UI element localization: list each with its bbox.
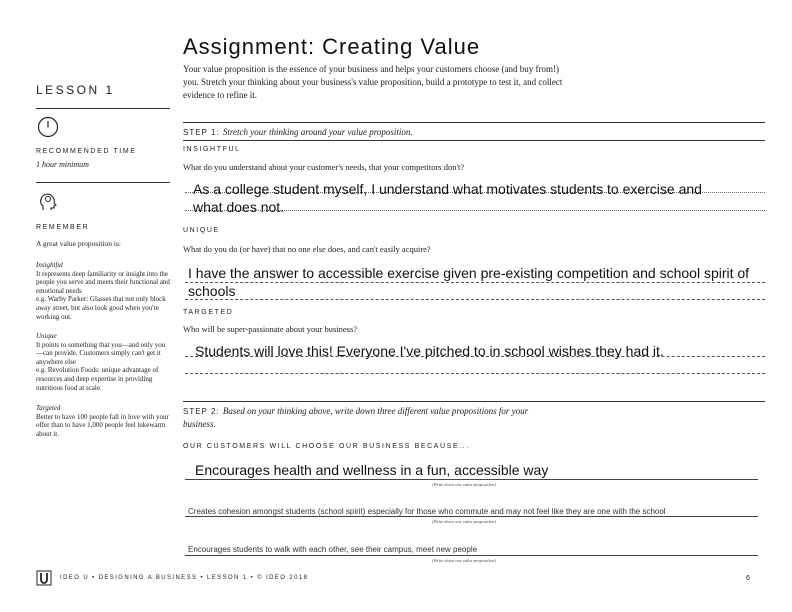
targeted-answer[interactable]: Students will love this! Everyone I've pitched to in school wishes they had it. <box>195 343 664 359</box>
head-lightbulb-icon <box>37 190 59 212</box>
step2-heading <box>183 405 553 431</box>
remember-intro: A great value proposition is: <box>36 239 121 248</box>
proposition-note: (Write down one value proposition) <box>432 482 496 487</box>
remember-item-body: It represents deep familiarity or insight into the people you serve and meets their functional and emotional needs e.g. Warby Parker: Glasses that not only block away street, but also look good when you're working out. <box>36 269 170 321</box>
proposition-note: (Write down one value proposition) <box>432 519 496 524</box>
value-proposition[interactable]: Creates cohesion amongst students (school spirit) especially for those who commute and may not feel like they are one with the school <box>188 507 666 516</box>
step2-prompt: OUR CUSTOMERS WILL CHOOSE OUR BUSINESS BECAUSE... <box>183 443 470 450</box>
value-proposition[interactable]: Encourages students to walk with each other, see their campus, meet new people <box>188 545 478 554</box>
remember-item <box>36 332 171 392</box>
answer-line <box>185 555 758 556</box>
recommended-time-value: 1 hour minimum <box>36 160 89 169</box>
value-proposition[interactable]: Encourages health and wellness in a fun, accessible way <box>195 462 549 478</box>
page-number: 6 <box>746 575 750 582</box>
intro-text: Your value proposition is the essence of your business and helps your customers choose (and buy from!) you. Stretch your thinking about your business's value proposition, build a prototype to test it, and collect evidence to refine it. <box>183 64 563 100</box>
unique-answer[interactable]: I have the answer to accessible exercise given pre-existing competition and school spirit of schools <box>188 265 750 299</box>
divider <box>183 122 765 123</box>
remember-label: REMEMBER <box>36 224 90 231</box>
recommended-time-label: RECOMMENDED TIME <box>36 148 137 155</box>
remember-item <box>36 261 171 321</box>
page-title: Assignment: Creating Value <box>183 34 481 59</box>
step1-label: STEP 1: <box>183 128 220 137</box>
divider <box>36 108 170 109</box>
proposition-note: (Write down one value proposition) <box>432 558 496 563</box>
remember-item-title: Targeted <box>36 404 61 412</box>
footer-text: IDEO U • DESIGNING A BUSINESS • LESSON 1 • © IDEO 2018 <box>60 575 309 581</box>
insightful-label: INSIGHTFUL <box>183 146 241 153</box>
divider <box>183 401 765 402</box>
unique-label: UNIQUE <box>183 227 220 234</box>
targeted-label: TARGETED <box>183 309 234 316</box>
insightful-answer[interactable]: As a college student myself, I understand what motivates students to exercise and what does not. <box>193 181 702 215</box>
divider <box>183 140 765 141</box>
answer-line <box>185 479 758 480</box>
step2-text: Based on your thinking above, write down three different value propositions for your business. <box>183 406 529 429</box>
answer-line <box>185 516 758 517</box>
step1-heading <box>183 127 413 137</box>
unique-question: What do you do (or have) that no one else does, and can't easily acquire? <box>183 244 431 254</box>
ideo-u-logo-icon <box>36 570 52 586</box>
remember-item-body: It points to something that you—and only you—can provide. Customers simply can't get it anywhere else e.g. Revolution Foods: unique advantage of resources and deep expertise in providing nutritious food at scale. <box>36 340 166 392</box>
answer-line <box>185 373 765 374</box>
divider <box>36 182 170 183</box>
insightful-question: What do you understand about your customer's needs, that your competitors don't? <box>183 162 465 172</box>
remember-item-title: Insightful <box>36 261 63 269</box>
remember-item-body: Better to have 100 people fall in love with your offer than to have 1,000 people feel lukewarm about it. <box>36 412 169 438</box>
clock-icon <box>37 116 59 138</box>
remember-item <box>36 404 171 438</box>
step1-text: Stretch your thinking around your value proposition. <box>222 127 413 137</box>
remember-item-title: Unique <box>36 332 57 340</box>
targeted-question: Who will be super-passionate about your business? <box>183 324 358 334</box>
step2-label: STEP 2: <box>183 407 220 416</box>
lesson-label: LESSON 1 <box>36 83 115 97</box>
